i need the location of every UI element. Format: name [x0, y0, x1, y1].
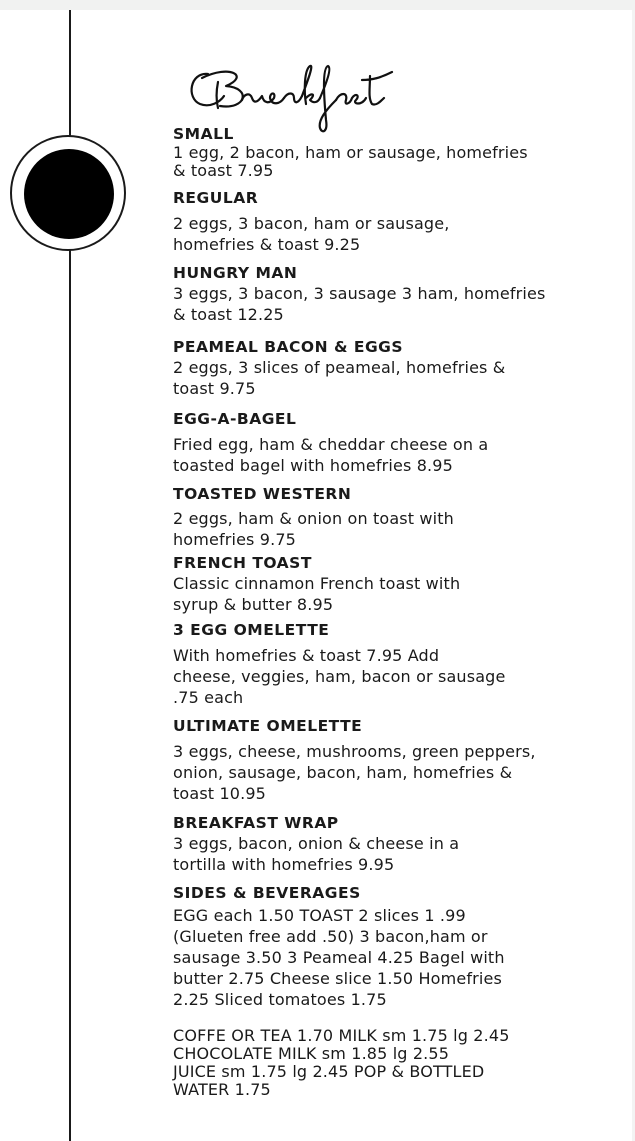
item-description: Fried egg, ham & cheddar cheese on a toasted bagel with homefries 8.95: [173, 435, 489, 475]
menu-item: [173, 814, 613, 875]
item-name: PEAMEAL BACON & EGGS: [173, 338, 404, 356]
item-description: 2 eggs, 3 bacon, ham or sausage, homefries & toast 9.25: [173, 214, 450, 254]
item-name: EGG-A-BAGEL: [173, 410, 297, 428]
item-description: 3 eggs, 3 bacon, 3 sausage 3 ham, homefries & toast 12.25: [173, 284, 546, 324]
top-strip: [0, 0, 635, 10]
item-description: Classic cinnamon French toast with syrup & butter 8.95: [173, 574, 461, 614]
menu-item: [173, 410, 613, 476]
item-name: HUNGRY MAN: [173, 264, 298, 282]
item-name: REGULAR: [173, 189, 259, 207]
menu-item: [173, 189, 613, 255]
menu-item: [173, 264, 613, 325]
item-description: 2 eggs, ham & onion on toast with homefries 9.75: [173, 509, 454, 549]
item-name: SIDES & BEVERAGES: [173, 884, 361, 902]
menu-item: [173, 621, 613, 708]
menu-item: [173, 554, 613, 615]
item-description: EGG each 1.50 TOAST 2 slices 1 .99 (Glueten free add .50) 3 bacon,ham or sausage 3.50 3 Peameal 4.25 Bagel with butter 2.75 Cheese slice 1.50 Homefries 2.25 Sliced tomatoes 1.75: [173, 906, 505, 1009]
menu-item: [173, 125, 613, 180]
item-description: 3 eggs, cheese, mushrooms, green peppers, onion, sausage, bacon, ham, homefries & toast 10.95: [173, 742, 536, 803]
beverages-block: [173, 1027, 613, 1099]
item-description: With homefries & toast 7.95 Add cheese, veggies, ham, bacon or sausage .75 each: [173, 646, 506, 707]
item-description: 1 egg, 2 bacon, ham or sausage, homefries & toast 7.95: [173, 143, 528, 180]
menu-item: [173, 884, 613, 1010]
beverages-description: COFFE OR TEA 1.70 MILK sm 1.75 lg 2.45 CHOCOLATE MILK sm 1.85 lg 2.55 JUICE sm 1.75 lg 2.45 POP & BOTTLED WATER 1.75: [173, 1026, 510, 1099]
menu-item: [173, 717, 613, 804]
item-name: ULTIMATE OMELETTE: [173, 717, 363, 735]
item-name: FRENCH TOAST: [173, 554, 312, 572]
item-name: SMALL: [173, 125, 234, 143]
item-description: 2 eggs, 3 slices of peameal, homefries & toast 9.75: [173, 358, 506, 398]
item-name: 3 EGG OMELETTE: [173, 621, 330, 639]
menu-item: [173, 485, 613, 550]
item-description: 3 eggs, bacon, onion & cheese in a tortilla with homefries 9.95: [173, 834, 460, 874]
item-name: BREAKFAST WRAP: [173, 814, 339, 832]
menu-item: [173, 338, 613, 399]
item-name: TOASTED WESTERN: [173, 485, 352, 503]
decorative-black-dot: [24, 149, 114, 239]
